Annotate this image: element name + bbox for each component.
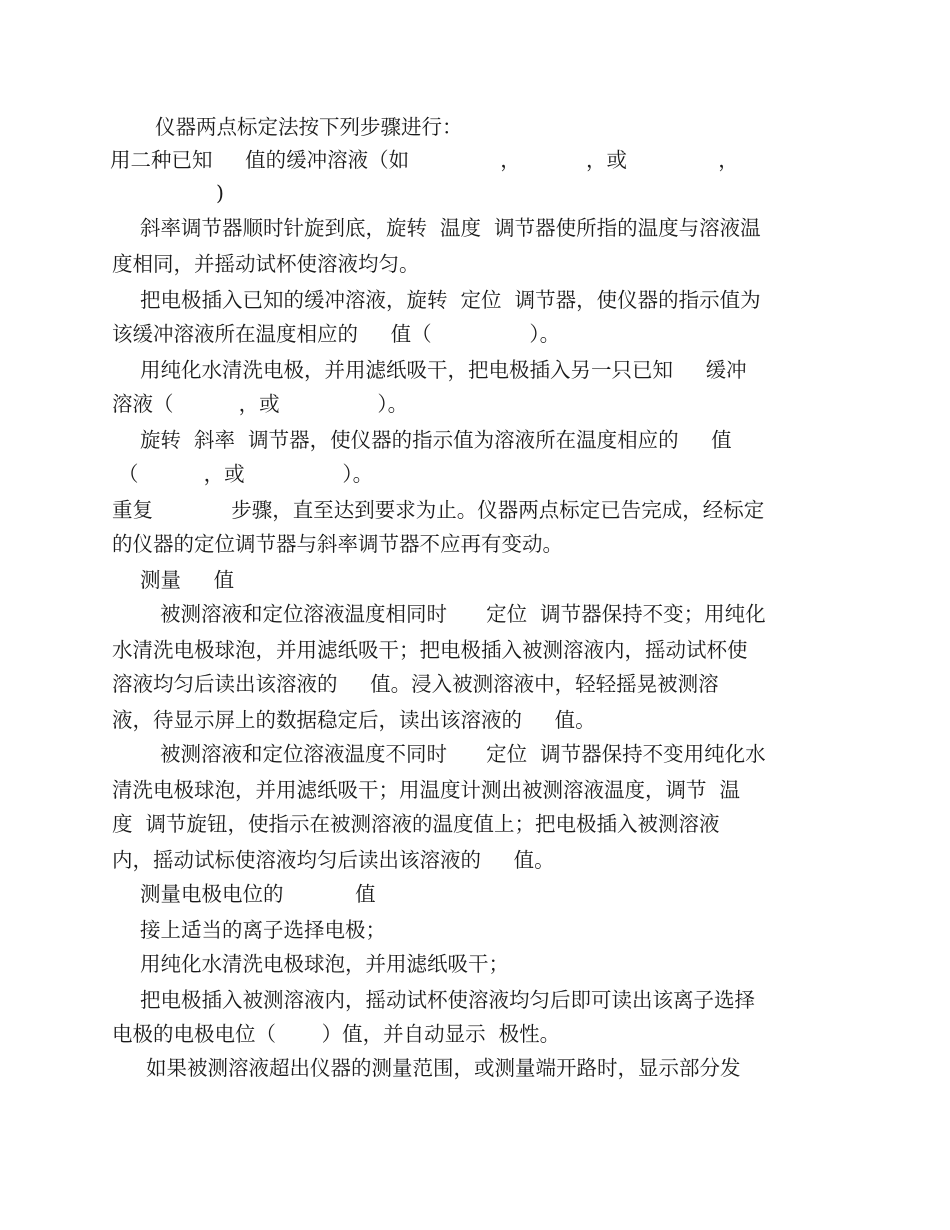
section-heading: 测量电极电位的 值: [140, 882, 376, 906]
text-line: 如果被测溶液超出仪器的测量范围，或测量端开路时，显示部分发: [146, 1056, 741, 1080]
text-line: 溶液均匀后读出该溶液的 值。浸入被测溶液中，轻轻摇晃被测溶: [112, 672, 719, 696]
text-line: 水清洗电极球泡，并用滤纸吸干；把电极插入被测溶液内，摇动试杯使: [112, 638, 748, 662]
text-line: 把电极插入已知的缓冲溶液，旋转 定位 调节器，使仪器的指示值为: [140, 288, 761, 312]
text-line: 用纯化水清洗电极球泡，并用滤纸吸干；: [140, 952, 509, 976]
text-line: 斜率调节器顺时针旋到底，旋转 温度 调节器使所指的温度与溶液温: [140, 216, 761, 240]
section-heading: 测量 值: [140, 568, 235, 592]
text-line: 电极的电极电位（ ）值，并自动显示 极性。: [112, 1022, 561, 1046]
text-line: 该缓冲溶液所在温度相应的 值（ ）。: [112, 322, 561, 346]
text-line: 被测溶液和定位溶液温度不同时 定位 调节器保持不变用纯化水: [160, 742, 766, 766]
text-line: 清洗电极球泡，并用滤纸吸干；用温度计测出被测溶液温度，调节 温: [112, 778, 741, 802]
text-line: 内，摇动试标使溶液均匀后读出该溶液的 值。: [112, 848, 555, 872]
text-line: 仪器两点标定法按下列步骤进行：: [155, 115, 463, 139]
text-line: 液，待显示屏上的数据稳定后，读出该溶液的 值。: [112, 708, 596, 732]
text-line: ): [216, 181, 224, 205]
text-line: 溶液（ ，或 ）。: [112, 392, 409, 416]
text-line: （ ，或 ）。: [118, 462, 374, 486]
text-line: 旋转 斜率 调节器，使仪器的指示值为溶液所在温度相应的 值: [140, 428, 732, 452]
text-line: 重复 步骤，直至达到要求为止。仪器两点标定已告完成，经标定: [112, 498, 765, 522]
text-line: 用二种已知 值的缓冲溶液（如 ， ，或 ，: [110, 148, 739, 172]
text-line: 的仪器的定位调节器与斜率调节器不应再有变动。: [112, 532, 563, 556]
text-line: 把电极插入被测溶液内，摇动试杯使溶液均匀后即可读出该离子选择: [140, 988, 755, 1012]
text-line: 接上适当的离子选择电极；: [140, 918, 386, 942]
text-line: 被测溶液和定位溶液温度相同时 定位 调节器保持不变；用纯化: [160, 602, 766, 626]
text-line: 用纯化水清洗电极，并用滤纸吸干，把电极插入另一只已知 缓冲: [140, 358, 747, 382]
text-line: 度相同，并摇动试杯使溶液均匀。: [112, 252, 420, 276]
text-line: 度 调节旋钮，使指示在被测溶液的温度值上；把电极插入被测溶液: [112, 812, 720, 836]
